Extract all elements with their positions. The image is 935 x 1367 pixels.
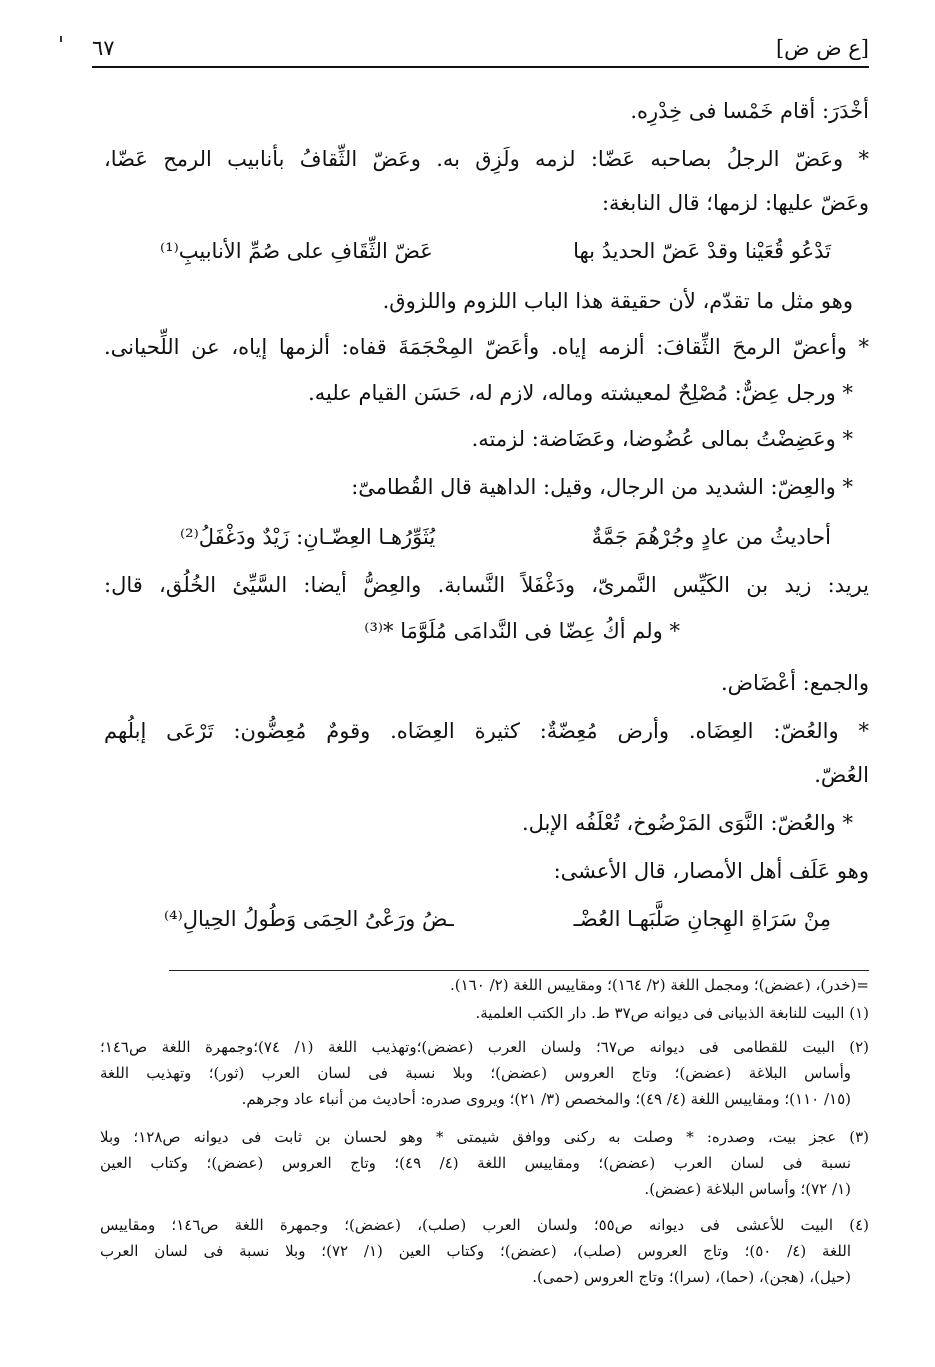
verse-second-hemistich: ـضُ ورَعْىُ الحِمَى وَطُولُ الحِيالِ⁽⁴⁾ [164,907,454,931]
footnote-line: (٢) البيت للقطامى فى ديوانه ص٦٧؛ ولسان العرب (عضض)؛وتهذيب اللغة (١/ ٧٤)؛وجمهرة اللغة ص١٤٦؛ [100,1038,870,1056]
entry-line: * ورجل عِضٌّ: مُصْلِحٌ لمعيشته وماله، لازم له، حَسَن القيام عليه. [308,381,853,405]
entry-line: والجمع: أعْضَاض. [720,671,869,695]
verse-second-hemistich: يُثَوِّرُهـا العِضّـانِ: زَيْدٌ ودَغْفَلُ⁽²⁾ [180,525,436,549]
entry-line: * والعِضّ: الشديد من الرجال، وقيل: الداهية قال القُطامىّ: [351,475,853,499]
entry-line: * والعُضّ: النَّوَى المَرْضُوخ، تُعْلَفُه الإبل. [521,811,853,835]
entry-line: وهو مثل ما تقدّم، لأن حقيقة هذا الباب اللزوم واللزوق. [382,289,853,313]
footnote-line: وأساس البلاغة (عضض)؛ وتاج العروس (عضض)؛ وبلا نسبة فى لسان العرب (ثور)؛ وتهذيب اللغة [100,1064,851,1082]
verse-first-hemistich: أحاديثُ من عادٍ وجُرْهُمَ جَمَّةٌ [591,525,831,549]
root-heading: [ع ض ض] [775,36,869,60]
footnote-line: نسبة فى لسان العرب (عضض)؛ ومقاييس اللغة (٤/ ٤٩)؛ وتاج العروس (عضض)؛ وكتاب العين [100,1154,851,1172]
entry-line: يريد: زيد بن الكَيِّس النَّمرىّ، ودَغْفَلاً النَّسابة. والعِضُّ أيضا: السَّيِّئ الخُلُق، قال: [104,573,869,597]
entry-line: * وعَضِضْتُ بمالى عُضُوضا، وعَضَاضة: لزمته. [471,427,853,451]
footnote-rule [169,970,869,971]
entry-line: * وأعضّ الرمحَ الثِّقافَ: ألزمه إياه. وأعَضّ المِحْجَمَةَ قفاه: ألزمها إياه، عن اللِّحيانى. [104,335,869,359]
verse-first-hemistich: تَدْعُو قُعَيْنا وقدْ عَضّ الحديدُ بها [573,239,831,263]
entry-line: وهو عَلَف أهل الأمصار، قال الأعشى: [553,859,869,883]
entry-line: أخْدَرَ: أقام خَمْسا فى خِدْرِه. [630,99,869,123]
footnote-line: (حيل)، (هجن)، (حما)، (سرا)؛ وتاج العروس (حمى). [532,1268,851,1286]
footnote-line: =(خدر)، (عضض)؛ ومجمل اللغة (٢/ ١٦٤)؛ ومقاييس اللغة (٢/ ١٦٠). [450,976,869,994]
entry-line: وعَضّ عليها: لزمها؛ قال النابغة: [601,191,869,215]
page-header [92,30,869,66]
footnote-line: (١) البيت للنابغة الذبيانى فى ديوانه ص٣٧ ط. دار الكتب العلمية. [475,1004,869,1022]
quoted-hemistich: * ولم أكُ عِضّا فى النَّدامَى مُلَوَّمَا *⁽³⁾ [364,619,680,643]
verse-second-hemistich: عَضّ الثِّقَافِ على صُمِّ الأنابيبِ⁽¹⁾ [160,239,433,263]
margin-mark [60,36,62,42]
entry-line: العُضّ. [814,763,869,787]
footnote-line: (١٥/ ١١٠)؛ ومقاييس اللغة (٤/ ٤٩)؛ والمخصص (٣/ ٢١)؛ ويروى صدره: أحاديث من أنباء عاد وجرهم. [241,1090,851,1108]
entry-line: * والعُضّ: العِضَاه. وأرض مُعِضّةٌ: كثيرة العِضَاه. وقومٌ مُعِضُّون: تَرْعَى إبلُهم [104,719,869,743]
footnote-line: اللغة (٤/ ٥٠)؛ وتاج العروس (صلب)، (عضض)؛ وكتاب العين (١/ ٧٢)؛ وبلا نسبة فى لسان العرب [100,1242,851,1260]
footnote-line: (١/ ٧٢)؛ وأساس البلاغة (عضض). [644,1180,851,1198]
footnote-line: (٤) البيت للأعشى فى ديوانه ص٥٥؛ ولسان العرب (صلب)، (عضض)؛ وجمهرة اللغة ص١٤٦؛ ومقاييس [100,1216,869,1234]
entry-line: * وعَضّ الرجلُ بصاحبه عَضّا: لزمه ولَزِق به. وعَضّ الثِّقافُ بأنابيب الرمح عَضّا، [104,147,869,171]
verse-first-hemistich: مِنْ سَرَاةِ الهِجانِ صَلَّبَهـا العُضْـ [573,907,831,931]
footnote-line: (٣) عجز بيت، وصدره: * وصلت به ركنى ووافق شيمتى * وهو لحسان بن ثابت فى ديوانه ص١٢٨؛ وبلا [100,1128,869,1146]
page-number: ٦٧ [92,36,115,60]
header-rule [92,66,869,68]
